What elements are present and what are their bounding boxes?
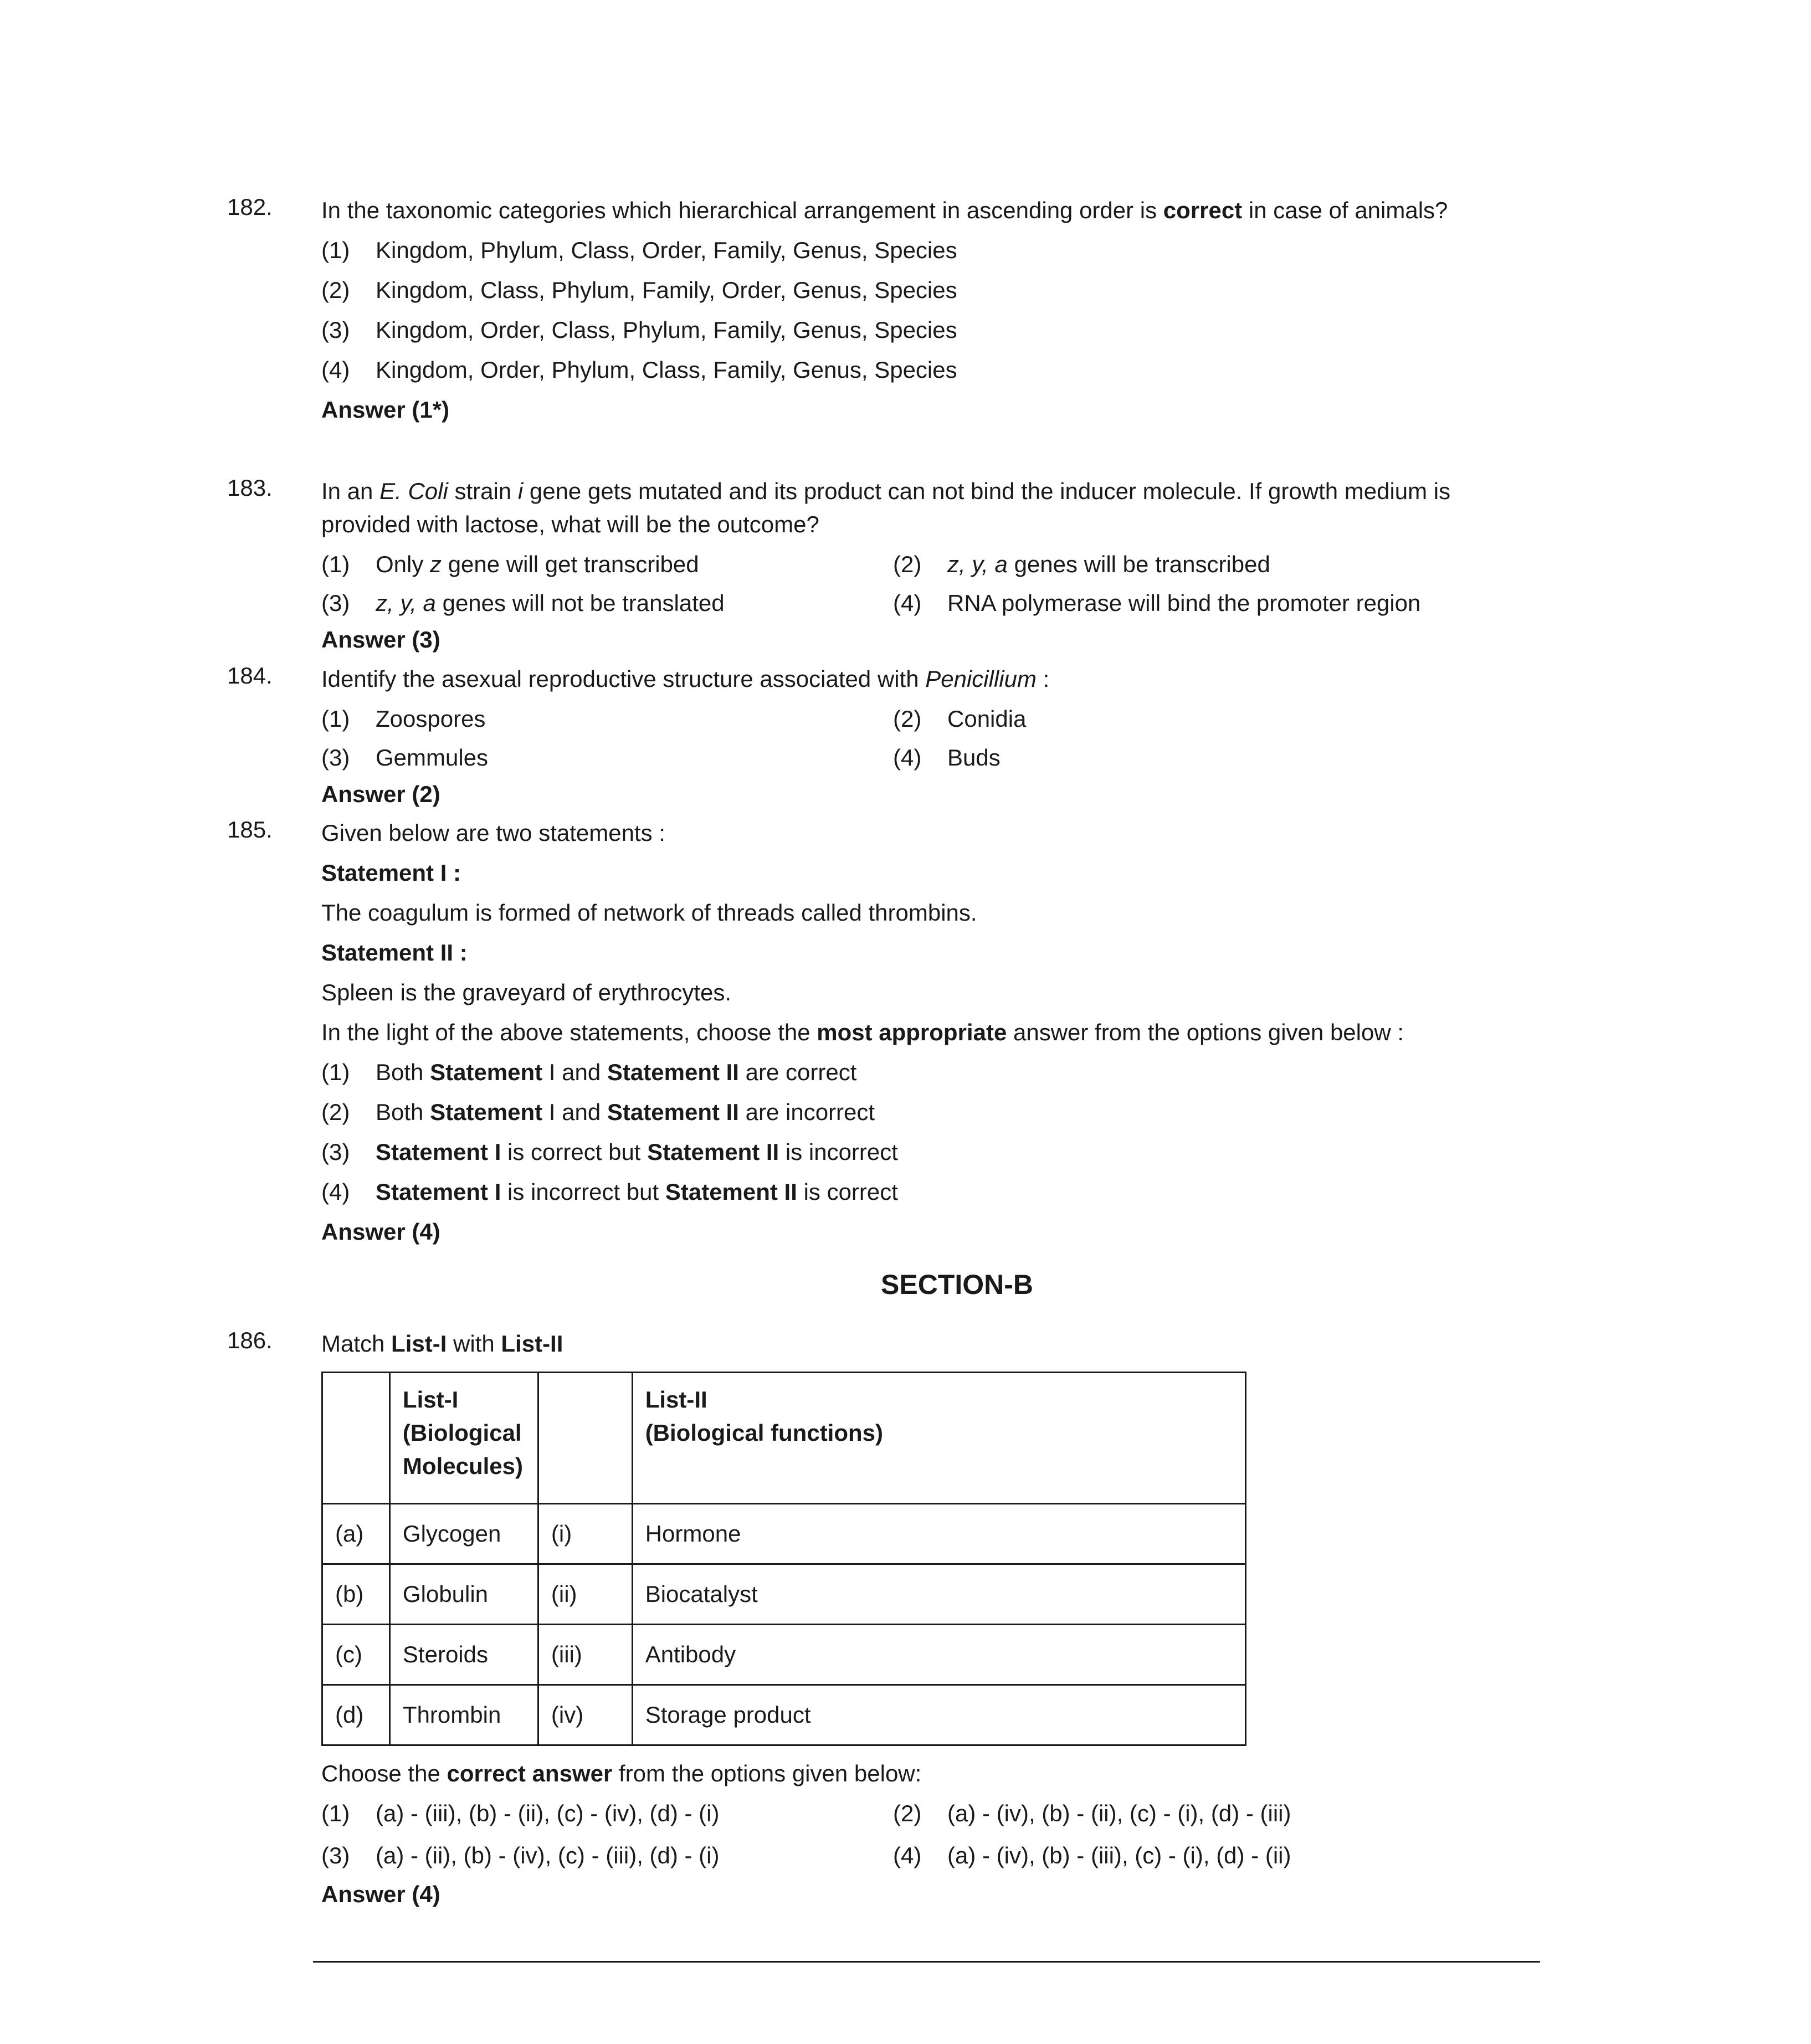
instruction: In the light of the above statements, choose the most appropriate answer from the options given below : xyxy=(321,1019,1404,1045)
table-row: (a) Glycogen (i) Hormone xyxy=(322,1504,1246,1564)
option-1: (1) (a) - (iii), (b) - (ii), (c) - (iv), (d) - (i) xyxy=(321,1800,720,1826)
table-row: (d) Thrombin (iv) Storage product xyxy=(322,1685,1246,1745)
option-4: (4) Buds xyxy=(893,744,1001,771)
option-3: (3) (a) - (ii), (b) - (iv), (c) - (iii), (d) - (i) xyxy=(321,1842,720,1868)
question-text: In the taxonomic categories which hierarchical arrangement in ascending order is correct in case of animals? xyxy=(321,197,1448,223)
statement-2-label: Statement II : xyxy=(321,939,468,965)
options-grid xyxy=(321,1797,1535,1872)
question-number: 184. xyxy=(227,662,273,689)
answer: Answer (4) xyxy=(321,1219,440,1245)
option-2: (2) Both Statement I and Statement II are incorrect xyxy=(321,1099,875,1125)
answer: Answer (2) xyxy=(321,781,440,807)
option-4: (4) Kingdom, Order, Phylum, Class, Family, Genus, Species xyxy=(321,357,957,383)
option-2: (2) Kingdom, Class, Phylum, Family, Order, Genus, Species xyxy=(321,277,957,303)
option-3: (3) Gemmules xyxy=(321,744,489,771)
choose-instruction: Choose the correct answer from the options given below: xyxy=(321,1760,922,1786)
option-1: (1) Zoospores xyxy=(321,706,486,732)
option-2: (2) (a) - (iv), (b) - (ii), (c) - (i), (d) - (iii) xyxy=(893,1800,1291,1826)
question-number: 186. xyxy=(227,1327,273,1353)
question-text: Match List-I with List-II xyxy=(321,1331,563,1357)
question-text: Identify the asexual reproductive structure associated with Penicillium : xyxy=(321,666,1050,692)
option-2: (2) z, y, a genes will be transcribed xyxy=(893,551,1270,577)
table-header-row xyxy=(322,1373,1246,1504)
option-1: (1) Only z gene will get transcribed xyxy=(321,551,699,577)
question-185 xyxy=(227,816,1535,1249)
question-184 xyxy=(227,662,1535,811)
answer: Answer (3) xyxy=(321,626,440,653)
table-row: (b) Globulin (ii) Biocatalyst xyxy=(322,1564,1246,1625)
question-text: In an E. Coli strain i gene gets mutated and its product can not bind the inducer molecule. If growth medium is provided with lactose, what will be the outcome? xyxy=(321,478,1451,537)
question-number: 183. xyxy=(227,475,273,501)
list-2-header: List-II (Biological functions) xyxy=(632,1373,1245,1504)
section-heading: SECTION-B xyxy=(881,1269,1033,1300)
option-4: (4) (a) - (iv), (b) - (iii), (c) - (i), (d) - (ii) xyxy=(893,1842,1291,1868)
answer: Answer (4) xyxy=(321,1881,440,1907)
question-183 xyxy=(227,475,1535,656)
list-1-header: List-I (Biological Molecules) xyxy=(389,1373,538,1504)
question-number: 182. xyxy=(227,194,273,220)
option-3: (3) z, y, a genes will not be translated xyxy=(321,590,725,616)
option-1: (1) Kingdom, Phylum, Class, Order, Family, Genus, Species xyxy=(321,237,957,263)
footer-divider xyxy=(313,1961,1540,1963)
answer: Answer (1*) xyxy=(321,397,450,423)
option-2: (2) Conidia xyxy=(893,706,1027,732)
question-number: 185. xyxy=(227,816,273,843)
options-grid xyxy=(321,548,1535,620)
statement-1-label: Statement I : xyxy=(321,860,461,886)
statement-1-text: The coagulum is formed of network of threads called thrombins. xyxy=(321,900,977,926)
option-4: (4) RNA polymerase will bind the promoter region xyxy=(893,590,1421,616)
option-3: (3) Statement I is correct but Statement II is incorrect xyxy=(321,1139,898,1165)
table-cell xyxy=(538,1373,632,1504)
table-cell xyxy=(322,1373,390,1504)
question-182 xyxy=(227,194,1535,427)
question-186 xyxy=(227,1327,1535,1911)
match-table xyxy=(321,1372,1246,1746)
table-row: (c) Steroids (iii) Antibody xyxy=(322,1625,1246,1685)
option-1: (1) Both Statement I and Statement II are correct xyxy=(321,1059,857,1085)
statement-2-text: Spleen is the graveyard of erythrocytes. xyxy=(321,979,732,1005)
option-4: (4) Statement I is incorrect but Statement II is correct xyxy=(321,1179,898,1205)
options-grid xyxy=(321,702,1535,774)
question-intro: Given below are two statements : xyxy=(321,820,665,846)
option-3: (3) Kingdom, Order, Class, Phylum, Family, Genus, Species xyxy=(321,317,957,343)
